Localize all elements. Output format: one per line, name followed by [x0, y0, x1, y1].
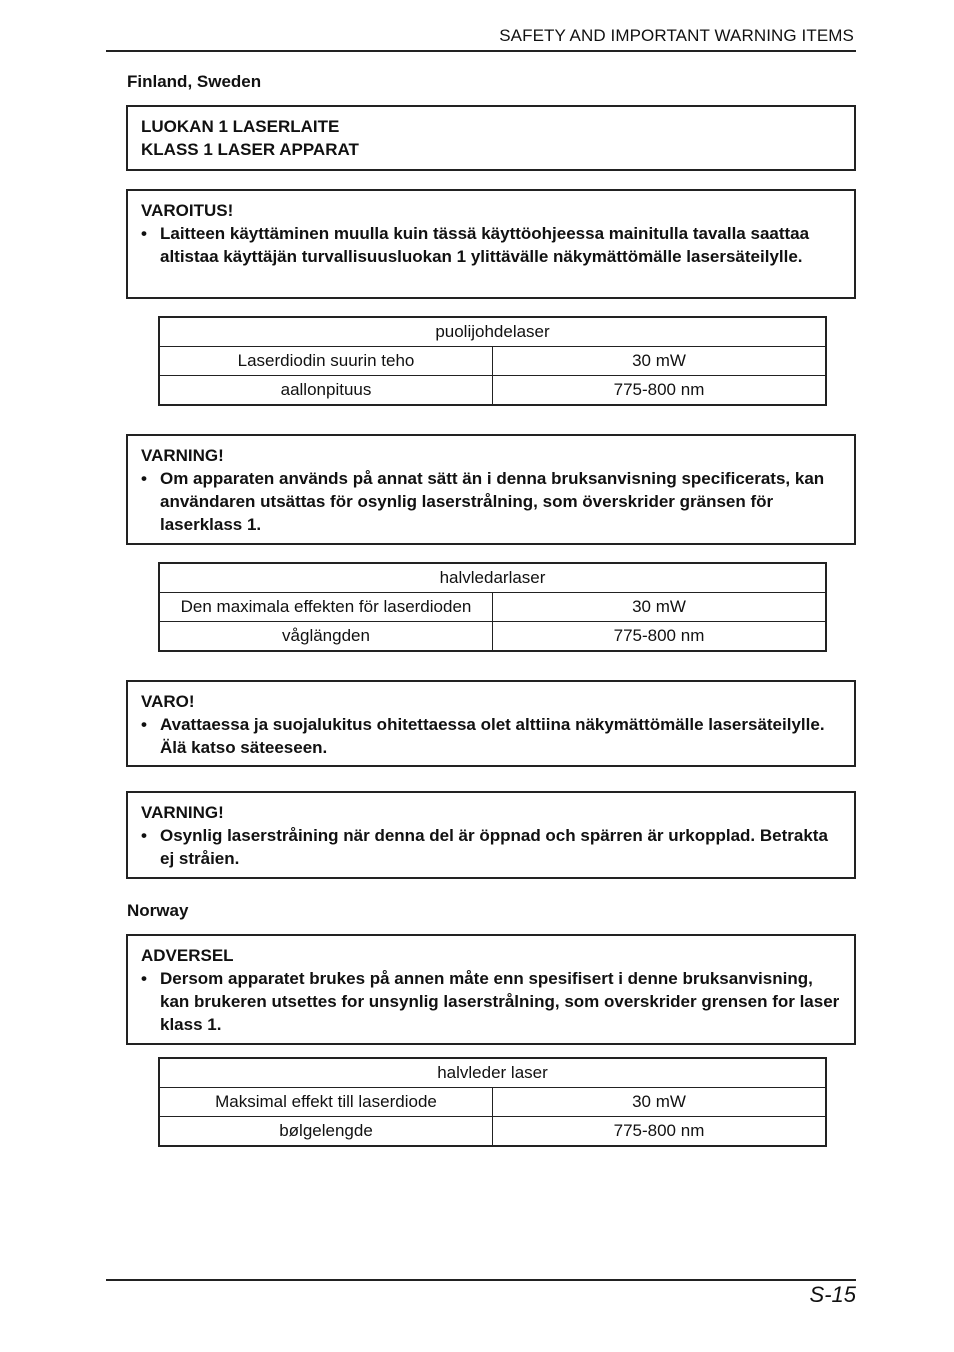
- page-header-title: SAFETY AND IMPORTANT WARNING ITEMS: [499, 26, 854, 45]
- table-row: [159, 1117, 826, 1147]
- bullet-icon: •: [141, 715, 147, 734]
- table-cell-value: 30 mW: [493, 347, 827, 376]
- caution-box-se: [126, 791, 856, 879]
- bullet-icon: •: [141, 826, 147, 845]
- caution-text-se: Osynlig laserstråining när denna del är öppnad och spärren är urkopplad. Betrakta ej stråien.: [160, 826, 828, 868]
- table-row: [159, 376, 826, 406]
- bullet-icon: •: [141, 469, 147, 488]
- warning-box-no: [126, 934, 856, 1045]
- table-row: [159, 622, 826, 652]
- caution-title-se: VARNING!: [141, 803, 224, 822]
- table-cell-label: Den maximala effekten för laserdioden: [159, 593, 493, 622]
- laser-spec-table-no: [158, 1057, 827, 1147]
- caution-text-fi: Avattaessa ja suojalukitus ohitettaessa olet alttiina näkymättömälle lasersäteilylle. Älä katso säteeseen.: [160, 715, 825, 757]
- caution-box-fi: [126, 680, 856, 767]
- bullet-icon: •: [141, 969, 147, 988]
- section-label-norway: Norway: [127, 901, 189, 920]
- laser-class-box: [126, 105, 856, 171]
- table-cell-value: 775-800 nm: [493, 1117, 827, 1147]
- table-row: [159, 593, 826, 622]
- table-header-cell: halvledarlaser: [159, 563, 826, 593]
- table-header-row: [159, 1058, 826, 1088]
- laser-spec-table-fi: [158, 316, 827, 406]
- table-header-row: [159, 317, 826, 347]
- table-header-cell: halvleder laser: [159, 1058, 826, 1088]
- table-header-cell: puolijohdelaser: [159, 317, 826, 347]
- laser-class-line-se: KLASS 1 LASER APPARAT: [141, 140, 359, 159]
- warning-text-se: Om apparaten används på annat sätt än i denna bruksanvisning specificerats, kan användaren utsättas för osynlig laserstrålning, som överskrider gränsen för laserklass 1.: [160, 469, 825, 534]
- footer-rule: [106, 1279, 856, 1281]
- table-cell-value: 775-800 nm: [493, 622, 827, 652]
- warning-text-no: Dersom apparatet brukes på annen måte enn spesifisert i denne bruksanvisning, kan brukeren utsettes for unsynlig laserstrålning, som overskrider grensen for laser klass 1.: [160, 969, 840, 1034]
- table-row: [159, 1088, 826, 1117]
- section-label-finland-sweden: Finland, Sweden: [127, 72, 262, 91]
- warning-text-fi: Laitteen käyttäminen muulla kuin tässä käyttöohjeessa mainitulla tavalla saattaa altistaa käyttäjän turvallisuusluokan 1 ylittävälle näkymättömälle lasersäteilylle.: [160, 224, 810, 266]
- table-cell-label: Maksimal effekt till laserdiode: [159, 1088, 493, 1117]
- table-cell-label: aallonpituus: [159, 376, 493, 406]
- warning-box-fi: [126, 189, 856, 299]
- table-cell-value: 30 mW: [493, 593, 827, 622]
- warning-box-se: [126, 434, 856, 545]
- laser-class-line-fi: LUOKAN 1 LASERLAITE: [141, 117, 340, 136]
- warning-title-no: ADVERSEL: [141, 946, 234, 965]
- bullet-icon: •: [141, 224, 147, 243]
- warning-title-fi: VAROITUS!: [141, 201, 234, 220]
- table-cell-value: 30 mW: [493, 1088, 827, 1117]
- table-cell-label: bølgelengde: [159, 1117, 493, 1147]
- caution-title-fi: VARO!: [141, 692, 195, 711]
- laser-spec-table-se: [158, 562, 827, 652]
- table-cell-value: 775-800 nm: [493, 376, 827, 406]
- header-rule: [106, 50, 856, 52]
- table-cell-label: våglängden: [159, 622, 493, 652]
- table-row: [159, 347, 826, 376]
- table-header-row: [159, 563, 826, 593]
- warning-title-se: VARNING!: [141, 446, 224, 465]
- page-number: S-15: [809, 1282, 856, 1307]
- table-cell-label: Laserdiodin suurin teho: [159, 347, 493, 376]
